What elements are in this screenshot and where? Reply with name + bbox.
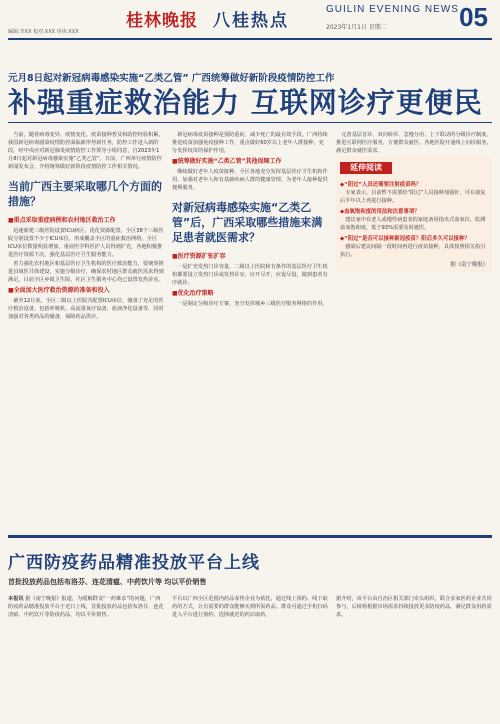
qa-answer: 建议家中有老人或慢性病患者的家庭备用指夹式血氧仪，监测血氧饱和度，低于93%需要及时就医。 — [340, 217, 486, 231]
bottom-columns — [8, 595, 492, 659]
pull-question-2: 对新冠病毒感染实施“乙类乙管”后，广西采取哪些措施来满足患者就医需求？ — [172, 201, 323, 244]
paragraph: 迅速新建三级医院设置ICU病区，优化资源配置，全区38个三级医院分别设置不少于ICU床位，形成覆盖全区的重症救治网络。全区ICU床位数量明显增加，重症医学科医护人员得到扩充，各地积极推进医疗资源下沉，强化基层医疗卫生服务能力。 — [8, 228, 164, 258]
subhead: ■优化治疗策略 — [172, 290, 214, 297]
column-1 — [8, 131, 164, 529]
pull-question-1: 当前广西主要采取哪几个方面的措施？ — [8, 180, 162, 208]
section-name: 八桂热点 — [213, 11, 289, 31]
masthead — [8, 0, 492, 40]
paragraph: 平台以广西全区范围内药品零售企业为依托，通过线上预约、线下取药的方式，让有需要的群众能够买到所需药品。群众可通过手机扫码进入平台进行预约，选择就近的药店取药。 — [172, 596, 328, 618]
page-number: 05 — [459, 2, 488, 32]
paragraph: 一是制定分级诊疗方案，充分发挥城乡三级医疗服务网络的作用。 — [177, 301, 328, 307]
subhead: ■医疗资源扩张扩容 — [172, 253, 226, 260]
lead-paragraph: 当前，随着病毒变异、疫情变化、疫苗接种普及和防控经验积累，我国新冠病毒感染疫情防控面临新形势新任务，防控工作进入新阶段。经中央应对新冠肺炎疫情防控工作领导小组同意，自2023年1月8日起对新冠病毒感染实施“乙类乙管”。日前，广西举行疫情防控新闻发布会，介绍统筹做好新阶段疫情防控工作相关情况。 — [8, 132, 164, 170]
column-3 — [336, 131, 492, 529]
date-line: 2023年1月1日 星期二 — [326, 24, 387, 31]
editors-line: 编辑:李XX 校对:XXX 审读:XXX — [8, 29, 79, 35]
paragraph: 继续做好老年人疫苗接种。全区各地充分发挥基层医疗卫生机构作用，加强对老年人和有基础疾病人群的健康管理，为老年人接种提供便利服务。 — [172, 169, 328, 191]
article-columns — [8, 131, 492, 529]
paragraph: 完善基层首诊、双向转诊、急慢分治、上下联动的分级诊疗制度，推进互联网医疗服务，方便群众就医。各地医院开通线上问诊服务，满足群众就医需求。 — [336, 132, 492, 154]
paragraph: 据介绍，该平台由自治区相关部门牵头组织，联合多家医药企业共同参与，后续将根据市场需求持续投放更多防疫药品，满足群众用药需求。 — [336, 596, 492, 618]
paragraph: 据《南宁晚报》报道，为缓解群众“一药难求”的问题，广西防疫药品精准投放平台于近日上线，首批投放药品包括布洛芬、连花清瘟、中药饮片等防疫药品，均以平价销售。 — [8, 596, 164, 618]
subhead: ■重点采取重症病例和农村地区救治工作 — [8, 217, 116, 224]
bottom-column-3 — [336, 595, 492, 659]
section-divider — [8, 535, 492, 538]
qa-question: ◆“阳过”是否可以接种新冠疫苗？阳后多久可以接种？ — [340, 236, 470, 242]
paper-logo: 桂林晚报 — [126, 11, 198, 31]
paragraph: 一是扩充发热门诊容量，二级以上医院和有条件的基层医疗卫生机构都要设立发热门诊或发热诊室，应开尽开，应设尽设，做到患者有序就诊。 — [172, 264, 328, 286]
article-kicker: 元月8日起对新冠病毒感染实施“乙类乙管” 广西统筹做好新阶段疫情防控工作 — [8, 73, 335, 84]
paragraph: 新冠病毒疫苗接种是预防重症、减少死亡的最有效手段。广西持续推进疫苗加强免疫接种工作，重点做好60岁以上老年人群接种，充分发挥疫苗的保护作用。 — [172, 132, 328, 154]
sidebar-box — [336, 156, 492, 273]
article-headline: 补强重症救治能力 互联网诊疗更便民 — [8, 86, 483, 119]
qa-question: ◆“阳过”人员还需要注射疫苗吗？ — [340, 182, 422, 188]
qa-answer: 专家表示，目前暂不需要给“阳过”人员接种加强针，可在康复后半年以上再进行接种。 — [340, 190, 486, 204]
bottom-column-2 — [172, 595, 328, 659]
headline-rule — [8, 122, 492, 123]
bottom-column-1 — [8, 595, 164, 659]
sidebar-title: 延伸阅读 — [340, 162, 392, 174]
subhead: ■全面加大医疗救治资源的准备和投入 — [8, 287, 110, 294]
qa-answer: 感染后建议间隔一段时间再进行疫苗接种，具体按照相关指引执行。 — [340, 244, 486, 258]
bottom-headline: 广西防疫药品精准投放平台上线 — [8, 553, 260, 573]
source-credit: 据《南宁晚报》 — [450, 262, 488, 268]
qa-question: ◆血氧饱和度的用法和注意事项？ — [340, 209, 420, 215]
subhead: ■统筹做好实施“乙类乙管”其他保障工作 — [172, 158, 282, 165]
byline: 本报讯 — [8, 596, 24, 602]
paragraph: 截至12月底，全区二级以上医院共配置ICU床位，储备了充足的医疗救治设备，包括呼吸机、高流量氧疗设备、血液净化设备等，同时加强对各类药品的储备，保障药品供应。 — [8, 298, 164, 320]
column-2 — [172, 131, 328, 529]
bottom-subhead: 首批投放药品包括布洛芬、连花清瘟、中药饮片等 均以平价销售 — [8, 578, 207, 586]
paragraph: 着力强化农村地区和基层医疗卫生机构的医疗救治能力，要统筹推进县域医共体建设，实施分级诊疗，确保农村地区群众就医需求得到满足。目前全区乡镇卫生院、社区卫生服务中心均已设置发热诊室。 — [8, 261, 164, 283]
paper-english-name: GUILIN EVENING NEWS — [326, 4, 459, 15]
